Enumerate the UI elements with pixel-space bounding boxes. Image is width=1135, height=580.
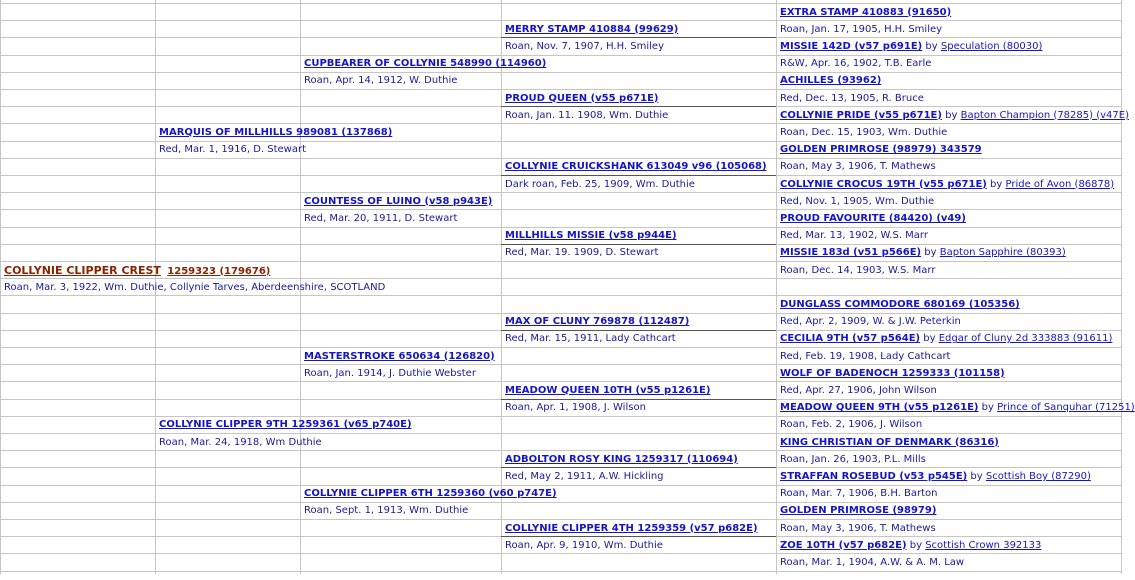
great-grandparent-details-text: Red, May 2, 1911, A.W. Hickling xyxy=(505,470,664,482)
great-grandparent-name xyxy=(505,227,774,244)
great-grandparent-name xyxy=(505,90,774,107)
ancestor-name xyxy=(780,468,1119,485)
ancestor-link[interactable]: STRAFFAN ROSEBUD (v53 p545E) xyxy=(780,470,968,482)
ancestor-sire-link[interactable]: Bapton Champion (78285) (v47E) xyxy=(960,109,1129,121)
ancestor-details-text: Red, Apr. 27, 1906, John Wilson xyxy=(780,384,937,396)
by-label: by xyxy=(921,247,940,259)
by-label: by xyxy=(920,333,939,345)
great-grandparent-link[interactable]: MERRY STAMP 410884 (99629) xyxy=(505,23,679,35)
ancestor-name xyxy=(780,244,1119,261)
dam-link[interactable]: COLLYNIE CLIPPER 9TH 1259361 (v65 p740E) xyxy=(159,419,412,431)
dam-details-text: Roan, Mar. 24, 1918, Wm Duthie xyxy=(159,436,322,448)
ancestor-details-text: Roan, Dec. 15, 1903, Wm. Duthie xyxy=(780,126,948,138)
ancestor-link[interactable]: PROUD FAVOURITE (84420) (v49) xyxy=(780,212,966,224)
by-label: by xyxy=(967,470,986,482)
subject-registration[interactable]: 1259323 (179676) xyxy=(167,265,271,277)
ancestor-details-text: Roan, May 3, 1906, T. Mathews xyxy=(780,522,936,534)
ancestor-name xyxy=(780,210,1119,227)
ancestor-details-text: Roan, Dec. 14, 1903, W.S. Marr xyxy=(780,264,936,276)
great-grandparent-link[interactable]: MEADOW QUEEN 10TH (v55 p1261E) xyxy=(505,384,711,396)
grandparent-details-text: Roan, Apr. 14, 1912, W. Duthie xyxy=(304,75,458,87)
ancestor-sire-link[interactable]: Scottish Crown 392133 xyxy=(925,539,1042,551)
grandparent-name xyxy=(304,55,547,72)
ancestor-details-text: Roan, Feb. 2, 1906, J. Wilson xyxy=(780,419,923,431)
ancestor-name xyxy=(780,176,1119,193)
ancestor-name xyxy=(780,107,1129,124)
ancestor-details xyxy=(780,55,1119,72)
ancestor-name xyxy=(780,537,1119,554)
grandparent-name xyxy=(304,193,499,210)
sire-details xyxy=(159,141,307,158)
by-label: by xyxy=(941,109,961,121)
great-grandparent-link[interactable]: ADBOLTON ROSY KING 1259317 (110694) xyxy=(505,453,738,465)
by-label: by xyxy=(978,402,998,414)
ancestor-details xyxy=(780,520,1119,537)
ancestor-link[interactable]: KING CHRISTIAN OF DENMARK (86316) xyxy=(780,436,999,448)
great-grandparent-details xyxy=(505,244,774,261)
great-grandparent-name xyxy=(505,313,774,330)
ancestor-details xyxy=(780,21,1119,38)
by-label: by xyxy=(986,178,1006,190)
ancestor-link[interactable]: EXTRA STAMP 410883 (91650) xyxy=(780,6,952,18)
ancestor-details-text: Roan, Jan. 26, 1903, P.L. Mills xyxy=(780,453,926,465)
great-grandparent-details xyxy=(505,38,774,55)
ancestor-name xyxy=(780,434,1119,451)
subject-details-text: Roan, Mar. 3, 1922, Wm. Duthie, Collynie Tarves, Aberdeenshire, SCOTLAND xyxy=(4,281,386,293)
great-grandparent-details-text: Red, Mar. 15, 1911, Lady Cathcart xyxy=(505,333,676,345)
dam-name xyxy=(159,416,412,433)
ancestor-details xyxy=(780,348,1119,365)
ancestor-name xyxy=(780,4,1119,21)
ancestor-details xyxy=(780,227,1119,244)
ancestor-details xyxy=(780,193,1119,210)
grandparent-link[interactable]: MASTERSTROKE 650634 (126820) xyxy=(304,350,495,362)
great-grandparent-name xyxy=(505,382,774,399)
ancestor-name xyxy=(780,365,1119,382)
ancestor-details-text: Roan, Mar. 7, 1906, B.H. Barton xyxy=(780,488,938,500)
great-grandparent-link[interactable]: COLLYNIE CLIPPER 4TH 1259359 (v57 p682E) xyxy=(505,522,758,534)
great-grandparent-name xyxy=(505,520,774,537)
great-grandparent-link[interactable]: MILLHILLS MISSIE (v58 p944E) xyxy=(505,230,677,242)
great-grandparent-details xyxy=(505,176,774,193)
great-grandparent-details-text: Roan, Nov. 7, 1907, H.H. Smiley xyxy=(505,40,665,52)
grandparent-details xyxy=(304,365,499,382)
great-grandparent-details-text: Roan, Apr. 1, 1908, J. Wilson xyxy=(505,402,646,414)
ancestor-link[interactable]: MISSIE 183d (v51 p566E) xyxy=(780,247,922,259)
grandparent-name xyxy=(304,348,499,365)
great-grandparent-details xyxy=(505,537,774,554)
grandparent-details xyxy=(304,502,499,519)
great-grandparent-name xyxy=(505,451,774,468)
grandparent-link[interactable]: COUNTESS OF LUINO (v58 p943E) xyxy=(304,195,493,207)
ancestor-details xyxy=(780,382,1119,399)
great-grandparent-details xyxy=(505,330,774,347)
ancestor-name xyxy=(780,296,1119,313)
ancestor-sire-link[interactable]: Scottish Boy (87290) xyxy=(985,470,1091,482)
great-grandparent-details xyxy=(505,107,774,124)
ancestor-name xyxy=(780,38,1119,55)
grandparent-link[interactable]: COLLYNIE CLIPPER 6TH 1259360 (v60 p747E) xyxy=(304,488,557,500)
ancestor-link[interactable]: WOLF OF BADENOCH 1259333 (101158) xyxy=(780,367,1005,379)
ancestor-name xyxy=(780,330,1119,347)
ancestor-name xyxy=(780,399,1135,416)
ancestor-sire-link[interactable]: Edgar of Cluny 2d 333883 (91611) xyxy=(938,333,1113,345)
ancestor-sire-link[interactable]: Prince of Sanquhar (71251) xyxy=(997,402,1135,414)
ancestor-details xyxy=(780,90,1119,107)
sire-link[interactable]: MARQUIS OF MILLHILLS 989081 (137868) xyxy=(159,126,393,138)
great-grandparent-name xyxy=(505,21,774,38)
sire-details-text: Red, Mar. 1, 1916, D. Stewart xyxy=(159,144,307,156)
ancestor-details xyxy=(780,485,1119,502)
ancestor-sire-link[interactable]: Pride of Avon (86878) xyxy=(1005,178,1115,190)
ancestor-link[interactable]: GOLDEN PRIMROSE (98979) xyxy=(780,505,937,517)
ancestor-details-text: Roan, May 3, 1906, T. Mathews xyxy=(780,161,936,173)
ancestor-details-text: Roan, Mar. 1, 1904, A.W. & A. M. Law xyxy=(780,556,965,568)
ancestor-link[interactable]: DUNGLASS COMMODORE 680169 (105356) xyxy=(780,298,1020,310)
ancestor-link[interactable]: ZOE 10TH (v57 p682E) xyxy=(780,539,907,551)
ancestor-details-text: R&W, Apr. 16, 1902, T.B. Earle xyxy=(780,58,932,70)
ancestor-link[interactable]: GOLDEN PRIMROSE (98979) 343579 xyxy=(780,144,982,156)
ancestor-name xyxy=(780,141,1119,158)
great-grandparent-details-text: Roan, Jan. 11. 1908, Wm. Duthie xyxy=(505,109,669,121)
subject-name xyxy=(4,262,271,279)
grandparent-name xyxy=(304,485,557,502)
great-grandparent-details-text: Roan, Apr. 9, 1910, Wm. Duthie xyxy=(505,539,663,551)
ancestor-link[interactable]: CECILIA 9TH (v57 p564E) xyxy=(780,333,921,345)
grandparent-details-text: Roan, Sept. 1, 1913, Wm. Duthie xyxy=(304,505,469,517)
ancestor-name xyxy=(780,72,1119,89)
ancestor-details xyxy=(780,124,1119,141)
ancestor-details xyxy=(780,451,1119,468)
sire-name xyxy=(159,124,393,141)
ancestor-details-text: Roan, Jan. 17, 1905, H.H. Smiley xyxy=(780,23,943,35)
great-grandparent-details-text: Dark roan, Feb. 25, 1909, Wm. Duthie xyxy=(505,178,695,190)
ancestor-link[interactable]: COLLYNIE CROCUS 19TH (v55 p671E) xyxy=(780,178,987,190)
great-grandparent-link[interactable]: PROUD QUEEN (v55 p671E) xyxy=(505,92,659,104)
great-grandparent-link[interactable]: MAX OF CLUNY 769878 (112487) xyxy=(505,316,690,328)
great-grandparent-details xyxy=(505,468,774,485)
subject-details xyxy=(4,279,564,296)
grandparent-details xyxy=(304,210,499,227)
ancestor-sire-link[interactable]: Bapton Sapphire (80393) xyxy=(939,247,1066,259)
ancestor-details-text: Red, Feb. 19, 1908, Lady Cathcart xyxy=(780,350,951,362)
ancestor-details-text: Red, Dec. 13, 1905, R. Bruce xyxy=(780,92,924,104)
ancestor-link[interactable]: MEADOW QUEEN 9TH (v55 p1261E) xyxy=(780,402,979,414)
ancestor-link[interactable]: COLLYNIE PRIDE (v55 p671E) xyxy=(780,109,942,121)
grandparent-details-text: Red, Mar. 20, 1911, D. Stewart xyxy=(304,212,458,224)
ancestor-details-text: Red, Nov. 1, 1905, Wm. Duthie xyxy=(780,195,935,207)
great-grandparent-link[interactable]: COLLYNIE CRUICKSHANK 613049 v96 (105068) xyxy=(505,161,767,173)
ancestor-details xyxy=(780,262,1119,279)
ancestor-link[interactable]: MISSIE 142D (v57 p691E) xyxy=(780,40,923,52)
by-label: by xyxy=(922,40,941,52)
great-grandparent-name xyxy=(505,158,774,175)
grandparent-details-text: Roan, Jan. 1914, J. Duthie Webster xyxy=(304,367,476,379)
ancestor-sire-link[interactable]: Speculation (80030) xyxy=(940,40,1043,52)
ancestor-details xyxy=(780,554,1119,571)
dam-details xyxy=(159,434,322,451)
subject-name-link[interactable]: COLLYNIE CLIPPER CREST xyxy=(4,263,161,277)
great-grandparent-details xyxy=(505,399,774,416)
ancestor-name xyxy=(780,502,1119,519)
ancestor-details xyxy=(780,158,1119,175)
ancestor-details xyxy=(780,416,1119,433)
grandparent-link[interactable]: CUPBEARER OF COLLYNIE 548990 (114960) xyxy=(304,58,547,70)
by-label: by xyxy=(906,539,926,551)
ancestor-details xyxy=(780,313,1119,330)
ancestor-details-text: Red, Mar. 13, 1902, W.S. Marr xyxy=(780,230,928,242)
ancestor-details-text: Red, Apr. 2, 1909, W. & J.W. Peterkin xyxy=(780,316,961,328)
great-grandparent-details-text: Red, Mar. 19. 1909, D. Stewart xyxy=(505,247,659,259)
ancestor-link[interactable]: ACHILLES (93962) xyxy=(780,75,882,87)
grandparent-details xyxy=(304,72,499,89)
